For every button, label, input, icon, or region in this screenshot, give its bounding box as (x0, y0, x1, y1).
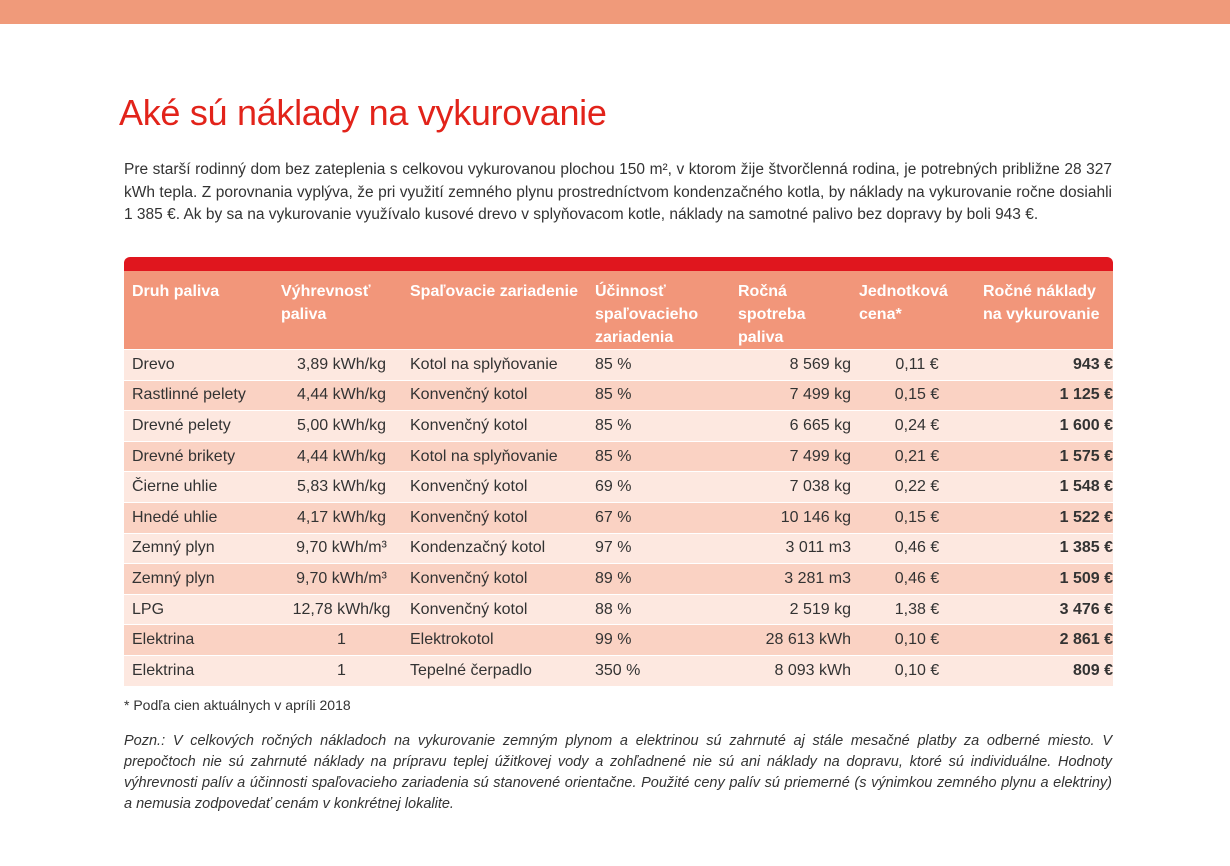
cell-unit-price: 0,15 € (851, 502, 975, 533)
cell-fuel-type: Rastlinné pelety (124, 380, 273, 411)
table-row (124, 655, 1113, 686)
cell-annual-cost: 1 575 € (975, 441, 1113, 472)
cell-fuel-type: Elektrina (124, 625, 273, 656)
cell-efficiency: 67 % (587, 502, 730, 533)
table-row (124, 380, 1113, 411)
cell-fuel-type: Drevo (124, 350, 273, 381)
table-row (124, 533, 1113, 564)
cell-annual-consumption: 7 499 kg (730, 380, 851, 411)
header-annual-cost: Ročné náklady na vykurovanie (975, 271, 1113, 350)
header-heat-value: Výhrevnosť paliva (273, 271, 402, 350)
table-row (124, 411, 1113, 442)
cell-heat-value: 4,44 kWh/kg (273, 380, 402, 411)
cell-heat-value: 5,00 kWh/kg (273, 411, 402, 442)
header-fuel-type: Druh paliva (124, 271, 273, 350)
cell-unit-price: 0,24 € (851, 411, 975, 442)
cell-annual-cost: 3 476 € (975, 594, 1113, 625)
cell-device: Konvenčný kotol (402, 411, 587, 442)
table-row (124, 441, 1113, 472)
table-row (124, 472, 1113, 503)
footnote: * Podľa cien aktuálnych v apríli 2018 (124, 697, 351, 713)
cell-annual-consumption: 7 038 kg (730, 472, 851, 503)
cell-efficiency: 350 % (587, 655, 730, 686)
cell-device: Konvenčný kotol (402, 564, 587, 595)
cell-fuel-type: Drevné brikety (124, 441, 273, 472)
cell-device: Konvenčný kotol (402, 502, 587, 533)
table-body (124, 350, 1113, 687)
cell-fuel-type: LPG (124, 594, 273, 625)
header-unit-price: Jednotková cena* (851, 271, 975, 350)
header-annual-consumption: Ročná spotreba paliva (730, 271, 851, 350)
cell-unit-price: 0,22 € (851, 472, 975, 503)
cell-annual-consumption: 3 281 m3 (730, 564, 851, 595)
cell-heat-value: 1 (273, 625, 402, 656)
table-row (124, 502, 1113, 533)
cell-fuel-type: Zemný plyn (124, 564, 273, 595)
cell-annual-consumption: 28 613 kWh (730, 625, 851, 656)
cell-unit-price: 1,38 € (851, 594, 975, 625)
cell-annual-consumption: 8 569 kg (730, 350, 851, 381)
cell-unit-price: 0,46 € (851, 533, 975, 564)
cell-fuel-type: Zemný plyn (124, 533, 273, 564)
cell-annual-consumption: 7 499 kg (730, 441, 851, 472)
cell-efficiency: 97 % (587, 533, 730, 564)
cell-annual-cost: 1 125 € (975, 380, 1113, 411)
cell-fuel-type: Elektrina (124, 655, 273, 686)
table-row (124, 594, 1113, 625)
cell-annual-cost: 1 600 € (975, 411, 1113, 442)
cell-annual-cost: 1 509 € (975, 564, 1113, 595)
cell-device: Konvenčný kotol (402, 594, 587, 625)
table-row (124, 625, 1113, 656)
intro-paragraph: Pre starší rodinný dom bez zateplenia s celkovou vykurovanou plochou 150 m², v ktorom žije štvorčlenná rodina, je potrebných približne 28 327 kWh tepla. Z porovnania vyplýva, že pri využití zemného plynu prostredníctvom kondenzačného kotla, by náklady na vykurovanie ročne dosiahli 1 385 €. Ak by sa na vykurovanie využívalo kusové drevo v splyňovacom kotle, náklady na samotné palivo bez dopravy by boli 943 €. (124, 161, 1112, 223)
cell-annual-cost: 809 € (975, 655, 1113, 686)
cell-annual-consumption: 2 519 kg (730, 594, 851, 625)
cell-annual-cost: 2 861 € (975, 625, 1113, 656)
cell-heat-value: 9,70 kWh/m³ (273, 564, 402, 595)
cell-device: Tepelné čerpadlo (402, 655, 587, 686)
cell-device: Kondenzačný kotol (402, 533, 587, 564)
page-title: Aké sú náklady na vykurovanie (119, 92, 607, 133)
header-efficiency: Účinnosť spaľovacieho zariadenia (587, 271, 730, 350)
cell-annual-cost: 943 € (975, 350, 1113, 381)
table-top-bar (124, 257, 1113, 271)
cell-heat-value: 4,44 kWh/kg (273, 441, 402, 472)
cell-fuel-type: Hnedé uhlie (124, 502, 273, 533)
cell-fuel-type: Drevné pelety (124, 411, 273, 442)
cell-annual-consumption: 10 146 kg (730, 502, 851, 533)
cell-efficiency: 85 % (587, 350, 730, 381)
cell-device: Konvenčný kotol (402, 380, 587, 411)
heating-cost-table (124, 271, 1113, 686)
cell-unit-price: 0,10 € (851, 655, 975, 686)
note-paragraph: Pozn.: V celkových ročných nákladoch na vykurovanie zemným plynom a elektrinou sú zahrnuté aj stále mesačné platby za odberné miesto. V prepočtoch nie sú zahrnuté náklady na prípravu teplej úžitkovej vody a zohľadnené nie sú ani náklady na dopravu, ktoré sú individuálne. Hodnoty výhrevnosti palív a účinnosti spaľovacieho zariadenia sú stanovené orientačne. Použité ceny palív sú priemerné (s výnimkou zemného plynu a elektriny) a nemusia zodpovedať cenám v konkrétnej lokalite. (124, 733, 1112, 812)
cell-annual-cost: 1 548 € (975, 472, 1113, 503)
cell-annual-consumption: 3 011 m3 (730, 533, 851, 564)
cell-device: Elektrokotol (402, 625, 587, 656)
cell-efficiency: 85 % (587, 411, 730, 442)
cell-annual-cost: 1 385 € (975, 533, 1113, 564)
cell-annual-consumption: 8 093 kWh (730, 655, 851, 686)
cell-efficiency: 89 % (587, 564, 730, 595)
cell-efficiency: 69 % (587, 472, 730, 503)
cell-heat-value: 1 (273, 655, 402, 686)
cell-heat-value: 4,17 kWh/kg (273, 502, 402, 533)
cell-device: Kotol na splyňovanie (402, 441, 587, 472)
cell-unit-price: 0,21 € (851, 441, 975, 472)
cell-heat-value: 12,78 kWh/kg (273, 594, 402, 625)
cell-unit-price: 0,46 € (851, 564, 975, 595)
cell-efficiency: 85 % (587, 380, 730, 411)
cell-device: Kotol na splyňovanie (402, 350, 587, 381)
cell-fuel-type: Čierne uhlie (124, 472, 273, 503)
table-row (124, 350, 1113, 381)
cell-efficiency: 99 % (587, 625, 730, 656)
cell-heat-value: 3,89 kWh/kg (273, 350, 402, 381)
cell-unit-price: 0,15 € (851, 380, 975, 411)
cell-device: Konvenčný kotol (402, 472, 587, 503)
top-accent-bar (0, 0, 1230, 24)
header-device: Spaľovacie zariadenie (402, 271, 587, 350)
cell-efficiency: 88 % (587, 594, 730, 625)
cell-heat-value: 9,70 kWh/m³ (273, 533, 402, 564)
cell-annual-cost: 1 522 € (975, 502, 1113, 533)
cell-unit-price: 0,10 € (851, 625, 975, 656)
cell-efficiency: 85 % (587, 441, 730, 472)
table-row (124, 564, 1113, 595)
cell-unit-price: 0,11 € (851, 350, 975, 381)
cell-heat-value: 5,83 kWh/kg (273, 472, 402, 503)
cell-annual-consumption: 6 665 kg (730, 411, 851, 442)
table-header-row (124, 271, 1113, 350)
